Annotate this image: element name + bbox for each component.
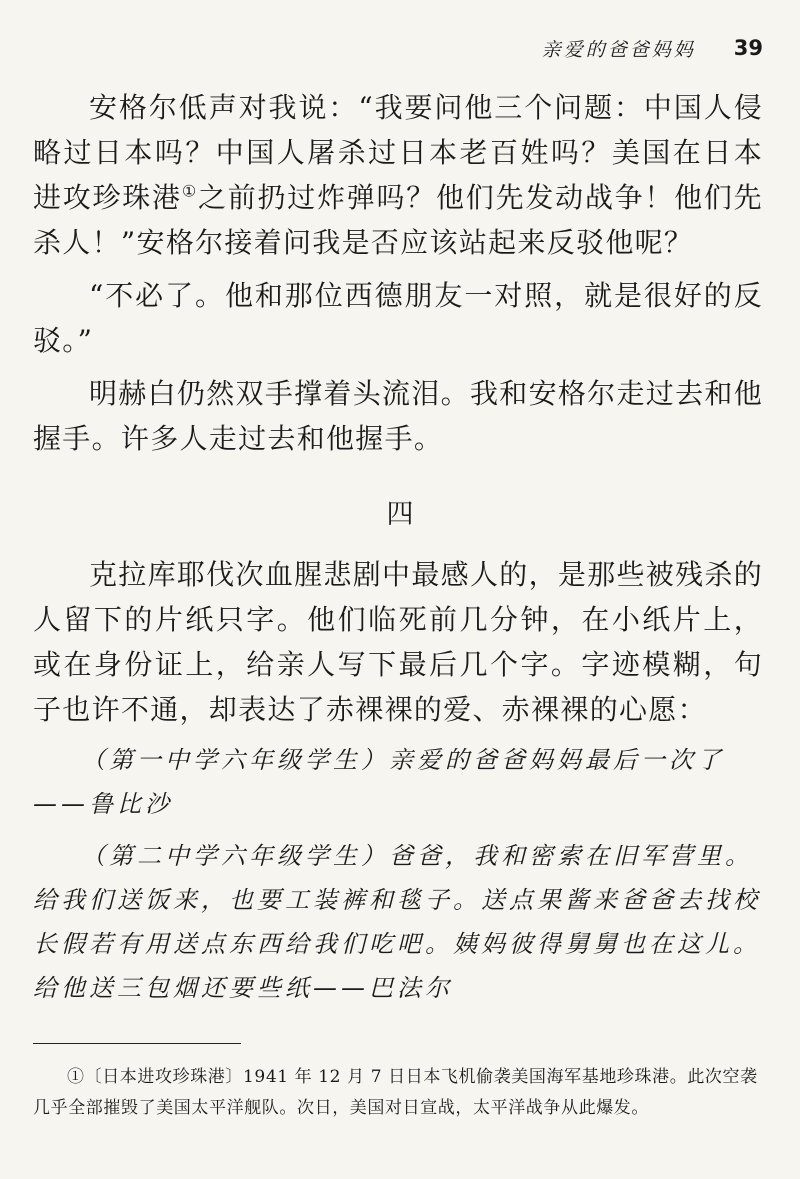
paragraph-3: 明赫白仍然双手撑着头流泪。我和安格尔走过去和他握手。许多人走过去和他握手。 bbox=[33, 377, 763, 455]
paragraph-1: 安格尔低声对我说：“我要问他三个问题：中国人侵略过日本吗？中国人屠杀过日本老百姓吗？美国在日本进攻珍珠港①之前扔过炸弹吗？他们先发动战争！他们先杀人！”安格尔接着问我是否应该站起来反驳他呢？ bbox=[33, 91, 763, 259]
page-header bbox=[542, 33, 763, 63]
quoted-letters bbox=[33, 738, 768, 1010]
body-text-section bbox=[33, 552, 763, 732]
footnote bbox=[33, 1062, 773, 1124]
footnote-divider bbox=[33, 1043, 241, 1044]
page-number: 39 bbox=[733, 36, 763, 60]
letter-2: （第二中学六年级学生）爸爸，我和密索在旧军营里。给我们送饭来，也要工装裤和毯子。送点果酱来爸爸去找校长假若有用送点东西给我们吃吧。姨妈彼得舅舅也在这儿。给他送三包烟还要些纸——巴法尔 bbox=[33, 842, 761, 1002]
section-number: 四 bbox=[386, 499, 414, 530]
letter-1: （第一中学六年级学生）亲爱的爸爸妈妈最后一次了——鲁比沙 bbox=[33, 746, 725, 818]
paragraph-2: “不必了。他和那位西德朋友一对照，就是很好的反驳。” bbox=[33, 279, 763, 357]
footnote-marker: ① bbox=[181, 181, 198, 201]
footnote-text: ①〔日本进攻珍珠港〕1941 年 12 月 7 日日本飞机偷袭美国海军基地珍珠港。此次空袭几乎全部摧毁了美国太平洋舰队。次日，美国对日宣战，太平洋战争从此爆发。 bbox=[33, 1067, 758, 1118]
body-text-top bbox=[33, 85, 763, 469]
paragraph-4: 克拉库耶伐次血腥悲剧中最感人的，是那些被残杀的人留下的片纸只字。他们临死前几分钟，在小纸片上，或在身份证上，给亲人写下最后几个字。字迹模糊，句子也许不通，却表达了赤裸裸的爱、赤裸裸的心愿： bbox=[33, 558, 763, 726]
running-title: 亲爱的爸爸妈妈 bbox=[541, 38, 696, 61]
